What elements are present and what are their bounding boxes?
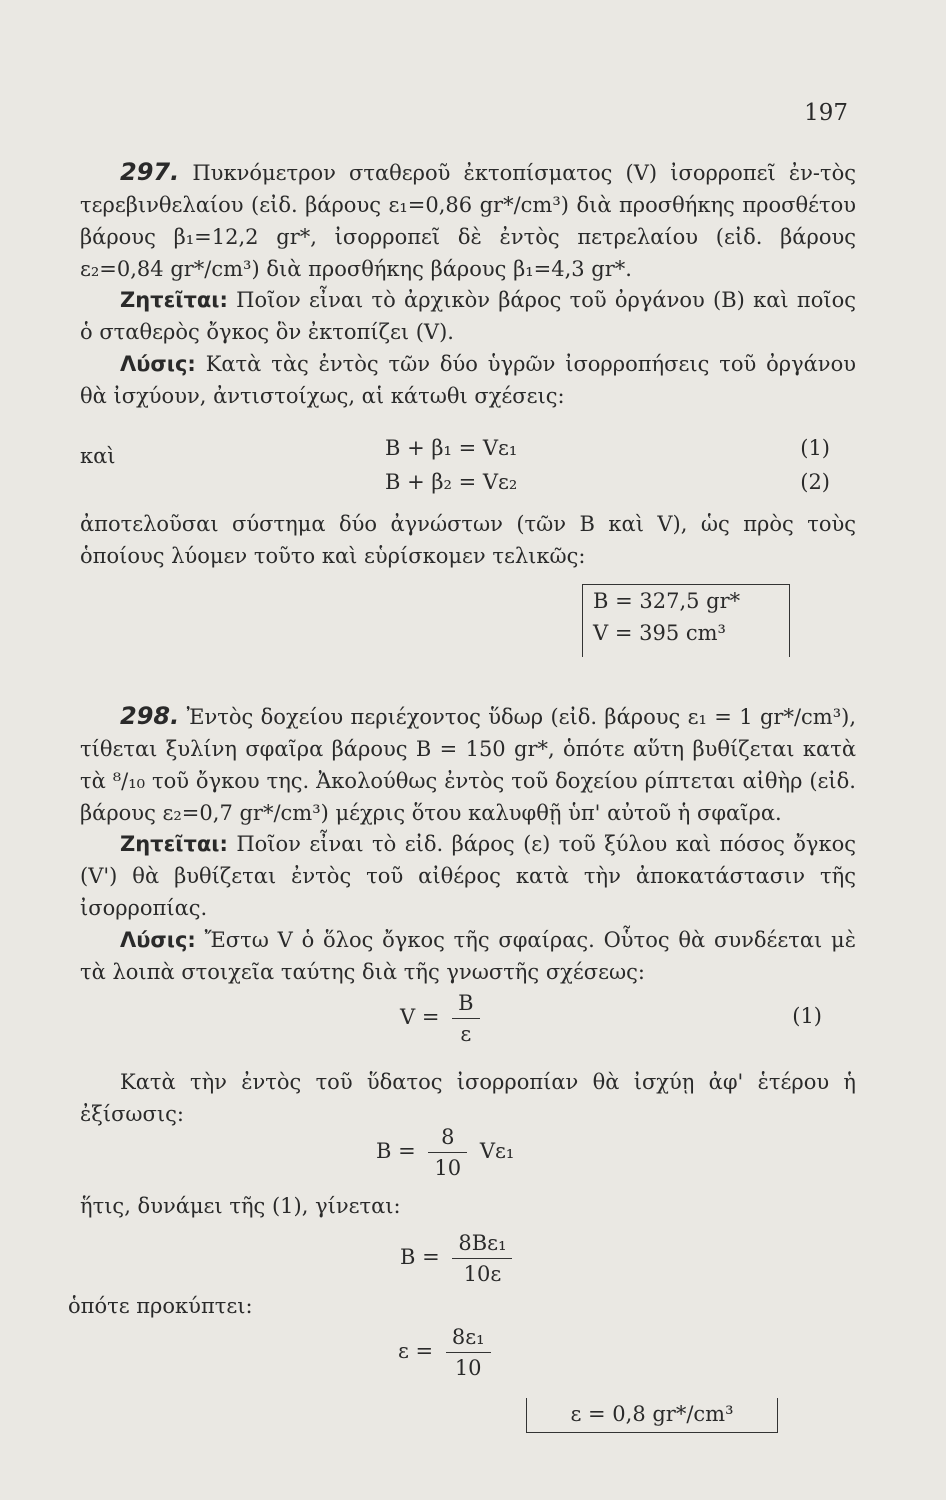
- fraction: [452, 1228, 512, 1289]
- numerator: 8: [428, 1122, 467, 1153]
- problem-number: 297.: [120, 158, 180, 186]
- result-volume: V = 395 cm³: [593, 621, 726, 645]
- page-number: 197: [804, 100, 848, 126]
- formula-1: [400, 988, 486, 1049]
- fraction: [428, 1122, 467, 1183]
- problem-298-text-4: ὁπότε προκύπτει:: [68, 1294, 253, 1318]
- result-weight: B = 327,5 gr*: [593, 589, 741, 613]
- equation-1: B + β₁ = Vε₁: [385, 436, 518, 460]
- formula-4: [398, 1322, 497, 1383]
- denominator: 10: [454, 1356, 482, 1380]
- conjunction: καὶ: [80, 444, 116, 468]
- problem-298-solution-intro: [80, 924, 856, 988]
- formula-3: [400, 1228, 518, 1289]
- equation-2-number: (2): [800, 470, 830, 494]
- solution-label: Λύσις:: [120, 352, 196, 376]
- system-text: ἀποτελοῦσαι σύστημα δύο ἀγνώστων (τῶν B καὶ V), ὡς πρὸς τοὺς ὁποίους λύομεν τοῦτο καὶ εὑρίσκομεν τελικῶς:: [80, 512, 856, 568]
- formula-1-number: (1): [792, 1004, 822, 1028]
- fraction: [452, 988, 479, 1049]
- question-label: Ζητεῖται:: [120, 288, 228, 312]
- denominator: ε: [460, 1022, 472, 1046]
- numerator: 8ε₁: [446, 1322, 491, 1353]
- problem-297-system-text: [80, 508, 856, 572]
- equation-2: B + β₂ = Vε₂: [385, 470, 518, 494]
- problem-298-question: [80, 828, 856, 924]
- question-text: Ποῖον εἶναι τὸ εἰδ. βάρος (ε) τοῦ ξύλου καὶ πόσος ὄγκος (V') θὰ βυθίζεται ἐντὸς τοῦ αἰθέρος κατὰ τὴν ἀποκατάστασιν τῆς ἰσορροπίας.: [80, 832, 856, 920]
- problem-number: 298.: [120, 702, 180, 730]
- problem-297-solution-intro: [80, 348, 856, 412]
- numerator: 8Bε₁: [452, 1228, 512, 1259]
- result-box-298: ε = 0,8 gr*/cm³: [526, 1398, 778, 1433]
- question-text: Ποῖον εἶναι τὸ ἀρχικὸν βάρος τοῦ ὀργάνου (B) καὶ ποῖος ὁ σταθερὸς ὄγκος ὃν ἐκτοπίζει (V).: [80, 288, 856, 344]
- problem-297-statement: [80, 156, 856, 285]
- problem-298-text-3: ἥτις, δυνάμει τῆς (1), γίνεται:: [80, 1194, 401, 1218]
- result-box-297: [582, 584, 790, 657]
- problem-text: Πυκνόμετρον σταθεροῦ ἐκτοπίσματος (V) ἰσορροπεῖ ἐν-τὸς τερεβινθελαίου (εἰδ. βάρους ε₁=0,86 gr*/cm³) διὰ προσθήκης προσθέτου βάρους β₁=12,2 gr*, ἰσορροπεῖ δὲ ἐντὸς πετρελαίου (εἰδ. βάρους ε₂=0,84 gr*/cm³) διὰ προσθήκης βάρους β₁=4,3 gr*.: [80, 161, 856, 281]
- denominator: 10: [434, 1156, 462, 1180]
- solution-label: Λύσις:: [120, 928, 196, 952]
- solution-text: Ἔστω V ὁ ὅλος ὄγκος τῆς σφαίρας. Οὗτος θὰ συνδέεται μὲ τὰ λοιπὰ στοιχεῖα ταύτης διὰ τῆς γνωστῆς σχέσεως:: [80, 928, 856, 984]
- formula-lhs: B =: [400, 1245, 440, 1269]
- problem-text: Ἐντὸς δοχείου περιέχοντος ὕδωρ (εἰδ. βάρους ε₁ = 1 gr*/cm³), τίθεται ξυλίνη σφαῖρα βάρους B = 150 gr*, ὁπότε αὕτη βυθίζεται κατὰ τὰ ⁸/₁₀ τοῦ ὄγκου της. Ἀκολούθως ἐντὸς τοῦ δοχείου ρίπτεται αἰθὴρ (εἰδ. βάρους ε₂=0,7 gr*/cm³) μέχρις ὅτου καλυφθῇ ὑπ' αὐτοῦ ἡ σφαῖρα.: [80, 705, 856, 825]
- formula-rhs: Vε₁: [479, 1139, 515, 1163]
- formula-lhs: B =: [376, 1139, 416, 1163]
- formula-lhs: ε =: [398, 1339, 434, 1363]
- problem-298-statement: [80, 700, 856, 829]
- equation-1-number: (1): [800, 436, 830, 460]
- problem-297-question: [80, 284, 856, 348]
- problem-298-text-2: [80, 1066, 856, 1130]
- numerator: B: [452, 988, 479, 1019]
- fraction: [446, 1322, 491, 1383]
- denominator: 10ε: [463, 1262, 502, 1286]
- formula-lhs: V =: [400, 1005, 440, 1029]
- paragraph-text: Κατὰ τὴν ἐντὸς τοῦ ὕδατος ἰσορροπίαν θὰ ἰσχύῃ ἀφ' ἑτέρου ἡ ἐξίσωσις:: [80, 1070, 856, 1126]
- formula-2: [376, 1122, 514, 1183]
- question-label: Ζητεῖται:: [120, 832, 228, 856]
- solution-text: Κατὰ τὰς ἐντὸς τῶν δύο ὑγρῶν ἰσορροπήσεις τοῦ ὀργάνου θὰ ἰσχύουν, ἀντιστοίχως, αἱ κάτωθι σχέσεις:: [80, 352, 856, 408]
